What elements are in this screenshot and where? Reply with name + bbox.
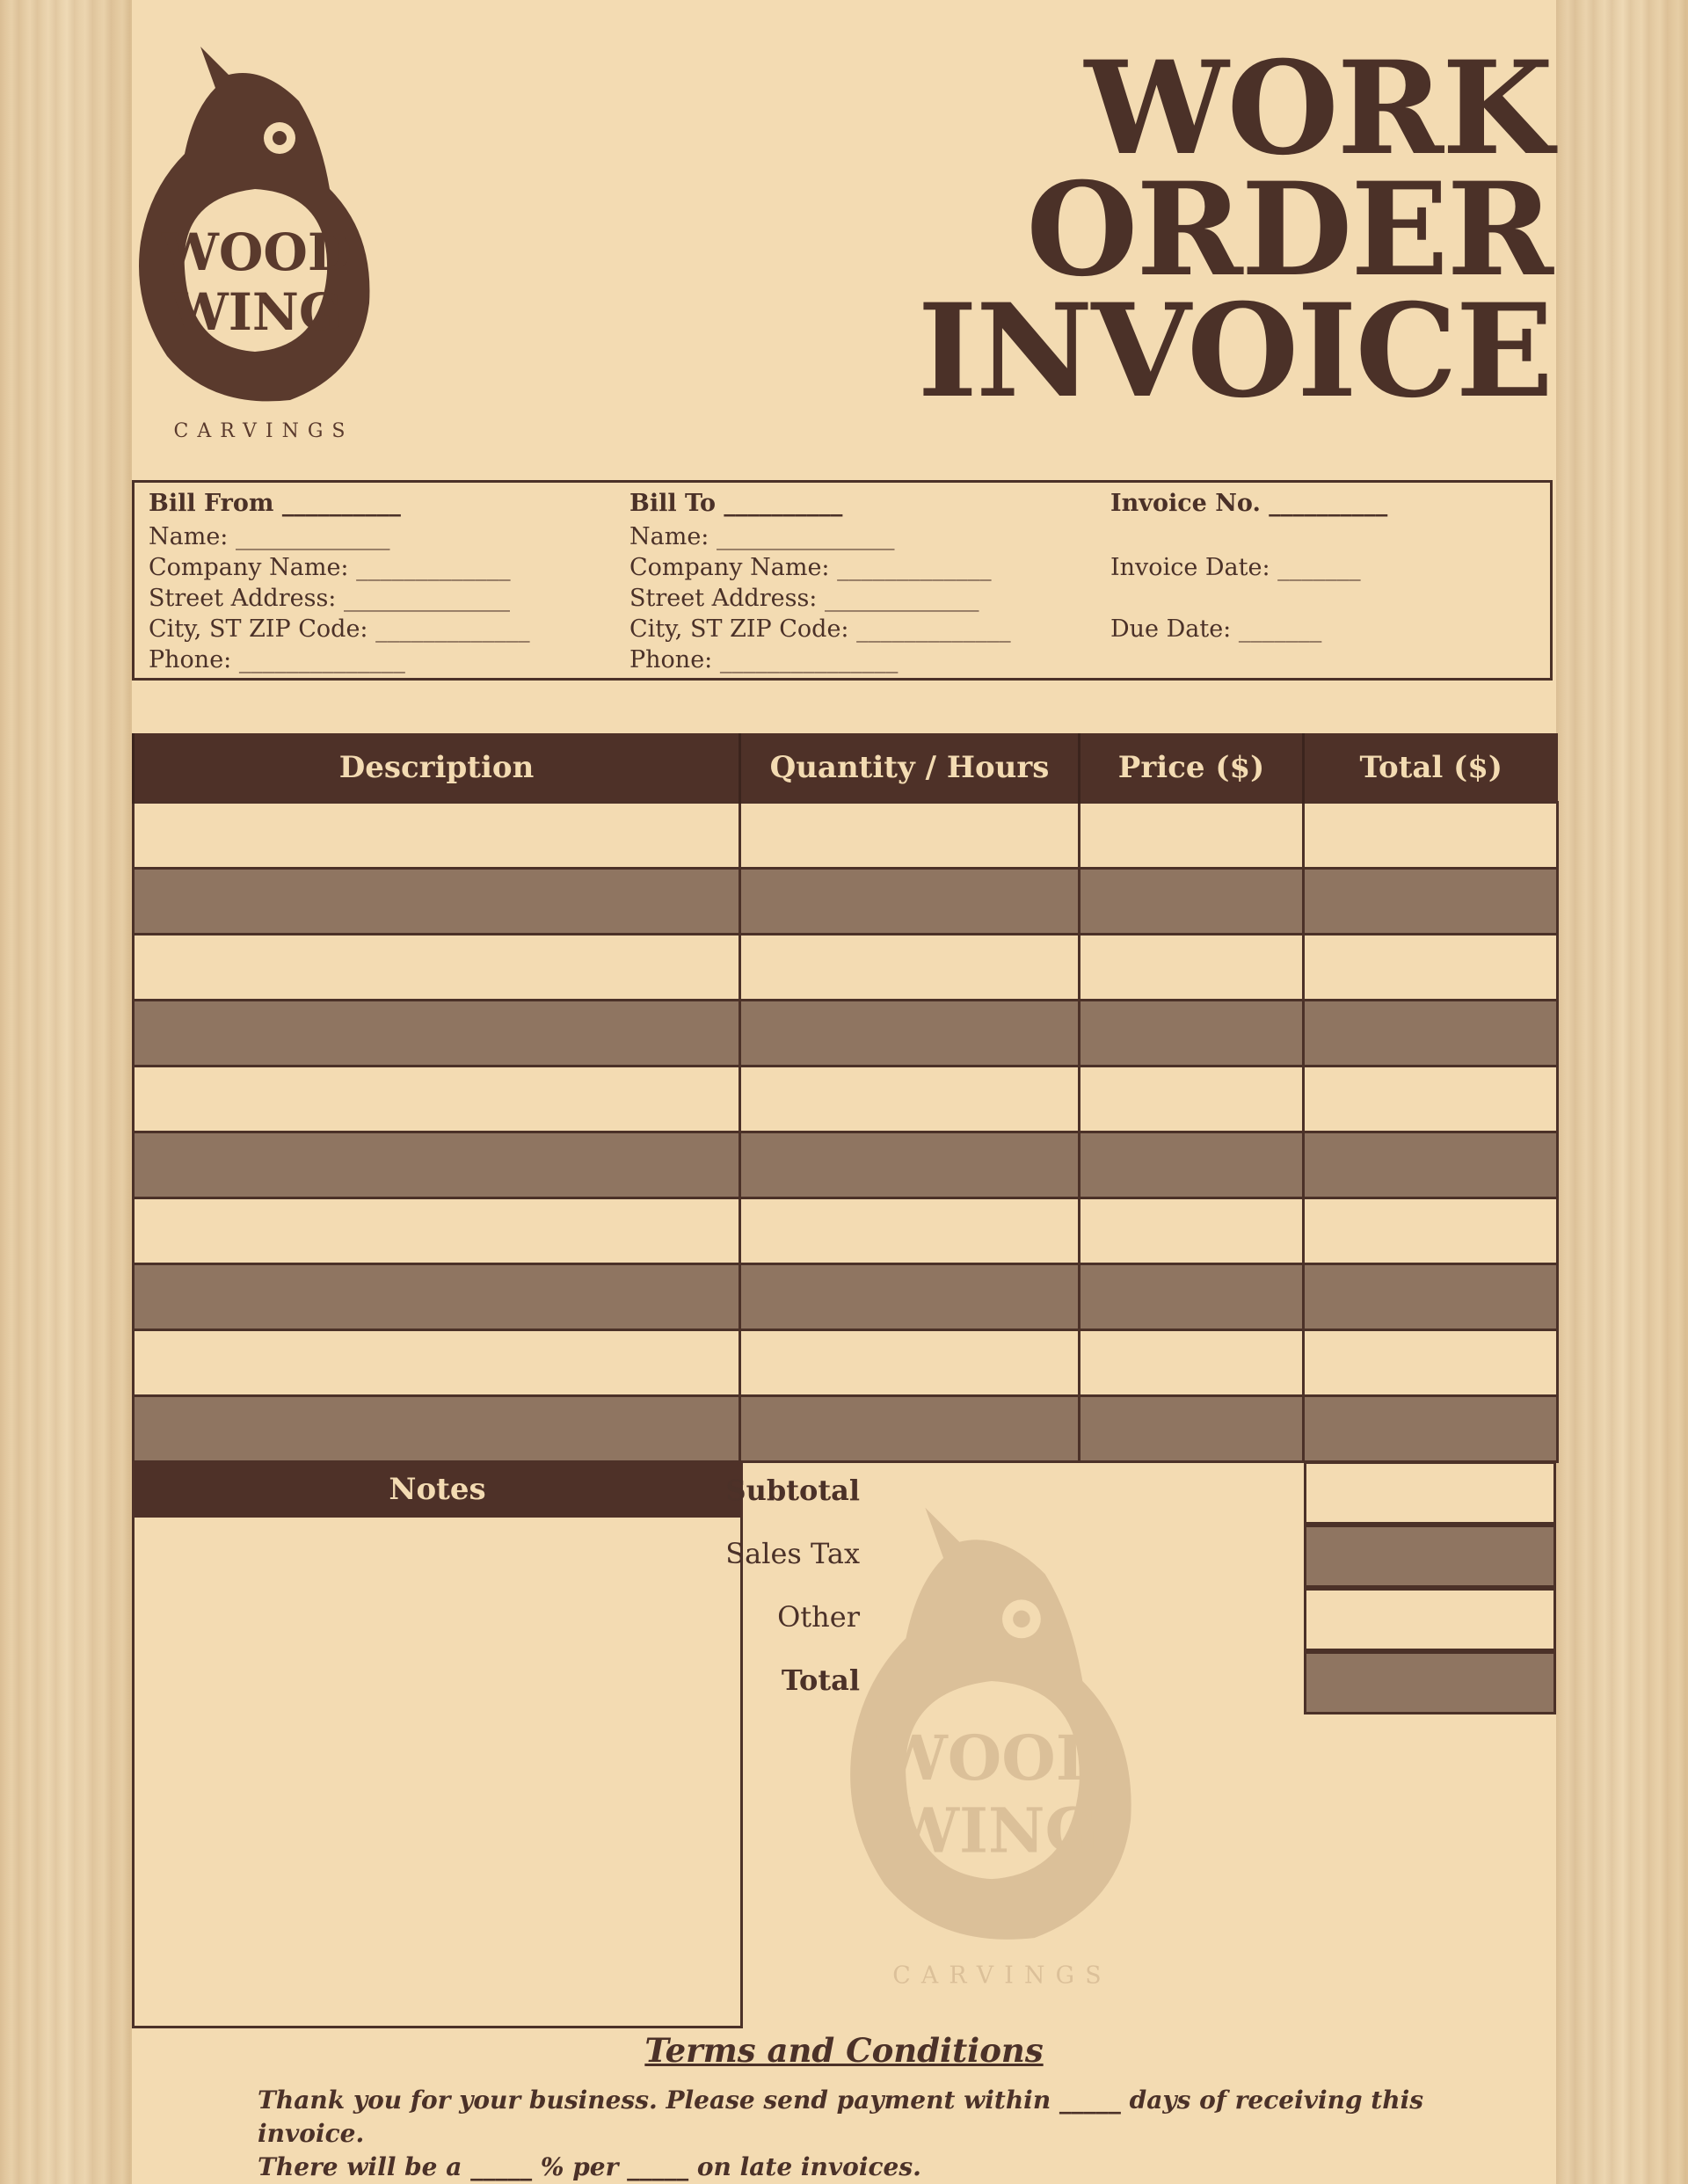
- bill-from-company[interactable]: Company Name: _____________: [149, 554, 511, 581]
- description-cell[interactable]: [134, 1264, 740, 1330]
- svg-text:WOOD: WOOD: [877, 1721, 1110, 1795]
- quantity-cell[interactable]: [740, 1330, 1080, 1396]
- subtotal-label: Subtotal: [725, 1474, 860, 1507]
- quantity-cell[interactable]: [740, 1001, 1080, 1067]
- quantity-cell[interactable]: [740, 869, 1080, 935]
- bill-from-name[interactable]: Name: _____________: [149, 523, 390, 550]
- table-row: [134, 1001, 1558, 1067]
- header-quantity-hours: Quantity / Hours: [740, 733, 1080, 803]
- bill-from-phone[interactable]: Phone: ______________: [149, 646, 405, 673]
- quantity-cell[interactable]: [740, 935, 1080, 1001]
- total-cell[interactable]: [1304, 1132, 1558, 1198]
- quantity-cell[interactable]: [740, 1067, 1080, 1132]
- bill-from-heading[interactable]: Bill From __________: [149, 490, 401, 517]
- description-cell[interactable]: [134, 1198, 740, 1264]
- bill-to-city[interactable]: City, ST ZIP Code: _____________: [629, 615, 1011, 643]
- price-cell[interactable]: [1080, 803, 1304, 869]
- quantity-cell[interactable]: [740, 1198, 1080, 1264]
- header-description: Description: [134, 733, 740, 803]
- terms-line-2: There will be a _____ % per _____ on late invoices.: [258, 2152, 921, 2181]
- table-row: [134, 869, 1558, 935]
- terms-line-1: Thank you for your business. Please send payment within _____ days of receiving this invoice.: [258, 2086, 1423, 2148]
- other-field[interactable]: [1304, 1588, 1556, 1651]
- description-cell[interactable]: [134, 803, 740, 869]
- total-cell[interactable]: [1304, 1067, 1558, 1132]
- price-cell[interactable]: [1080, 1132, 1304, 1198]
- other-label: Other: [777, 1600, 860, 1634]
- terms-title: Terms and Conditions: [644, 2031, 1044, 2070]
- bill-from-section: [149, 488, 530, 675]
- bill-to-street[interactable]: Street Address: _____________: [629, 585, 979, 612]
- header-price: Price ($): [1080, 733, 1304, 803]
- table-row: [134, 1198, 1558, 1264]
- notes-section: [132, 1461, 743, 2028]
- svg-text:WOOD: WOOD: [161, 222, 353, 282]
- invoice-meta-section: [1110, 488, 1387, 644]
- table-row: [134, 1067, 1558, 1132]
- bill-to-section: [629, 488, 1011, 675]
- price-cell[interactable]: [1080, 1330, 1304, 1396]
- table-row: [134, 1396, 1558, 1462]
- quantity-cell[interactable]: [740, 1396, 1080, 1462]
- total-cell[interactable]: [1304, 1001, 1558, 1067]
- title-line-3: INVOICE: [917, 276, 1552, 426]
- title-line-2: ORDER: [1026, 155, 1552, 305]
- bill-to-heading[interactable]: Bill To __________: [629, 490, 843, 517]
- table-row: [134, 1330, 1558, 1396]
- total-cell[interactable]: [1304, 869, 1558, 935]
- price-cell[interactable]: [1080, 869, 1304, 935]
- table-row: [134, 1132, 1558, 1198]
- total-cell[interactable]: [1304, 1330, 1558, 1396]
- total-cell[interactable]: [1304, 1198, 1558, 1264]
- table-row: [134, 935, 1558, 1001]
- description-cell[interactable]: [134, 1330, 740, 1396]
- total-cell[interactable]: [1304, 1264, 1558, 1330]
- price-cell[interactable]: [1080, 1264, 1304, 1330]
- price-cell[interactable]: [1080, 1001, 1304, 1067]
- sales-tax-label: Sales Tax: [725, 1537, 860, 1570]
- due-date[interactable]: Due Date: _______: [1110, 615, 1322, 643]
- document-title: [917, 33, 1552, 426]
- quantity-cell[interactable]: [740, 1132, 1080, 1198]
- description-cell[interactable]: [134, 1396, 740, 1462]
- table-row: [134, 1264, 1558, 1330]
- total-field[interactable]: [1304, 1651, 1556, 1714]
- wood-border-left: [0, 0, 132, 2184]
- owl-logo-icon: [132, 40, 396, 444]
- terms-text: [258, 2084, 1488, 2184]
- svg-text:WING: WING: [889, 1794, 1098, 1867]
- title-line-1: WORK: [1084, 33, 1552, 184]
- invoice-number[interactable]: Invoice No. __________: [1110, 490, 1388, 517]
- total-cell[interactable]: [1304, 1396, 1558, 1462]
- invoice-date[interactable]: Invoice Date: _______: [1110, 554, 1361, 581]
- description-cell[interactable]: [134, 935, 740, 1001]
- total-cell[interactable]: [1304, 935, 1558, 1001]
- total-label: Total: [781, 1663, 860, 1697]
- header-total: Total ($): [1304, 733, 1558, 803]
- table-row: [134, 803, 1558, 869]
- bill-from-street[interactable]: Street Address: ______________: [149, 585, 510, 612]
- notes-heading: Notes: [132, 1461, 743, 1518]
- total-cell[interactable]: [1304, 803, 1558, 869]
- quantity-cell[interactable]: [740, 803, 1080, 869]
- bill-to-phone[interactable]: Phone: _______________: [629, 646, 899, 673]
- quantity-cell[interactable]: [740, 1264, 1080, 1330]
- notes-field[interactable]: [132, 1518, 743, 2028]
- billing-info-box: [132, 480, 1553, 681]
- price-cell[interactable]: [1080, 935, 1304, 1001]
- price-cell[interactable]: [1080, 1067, 1304, 1132]
- sales-tax-field[interactable]: [1304, 1525, 1556, 1588]
- bill-to-name[interactable]: Name: _______________: [629, 523, 895, 550]
- subtotal-field[interactable]: [1304, 1461, 1556, 1525]
- owl-watermark-icon: [840, 1499, 1165, 1991]
- description-cell[interactable]: [134, 1001, 740, 1067]
- wood-border-right: [1556, 0, 1688, 2184]
- description-cell[interactable]: [134, 869, 740, 935]
- svg-text:CARVINGS: CARVINGS: [892, 1962, 1112, 1990]
- price-cell[interactable]: [1080, 1198, 1304, 1264]
- svg-text:CARVINGS: CARVINGS: [173, 420, 354, 442]
- price-cell[interactable]: [1080, 1396, 1304, 1462]
- svg-text:WING: WING: [171, 282, 343, 342]
- description-cell[interactable]: [134, 1132, 740, 1198]
- line-items-table: [132, 733, 1559, 1463]
- bill-to-company[interactable]: Company Name: _____________: [629, 554, 992, 581]
- bill-from-city[interactable]: City, ST ZIP Code: _____________: [149, 615, 530, 643]
- description-cell[interactable]: [134, 1067, 740, 1132]
- table-header-row: [134, 733, 1558, 803]
